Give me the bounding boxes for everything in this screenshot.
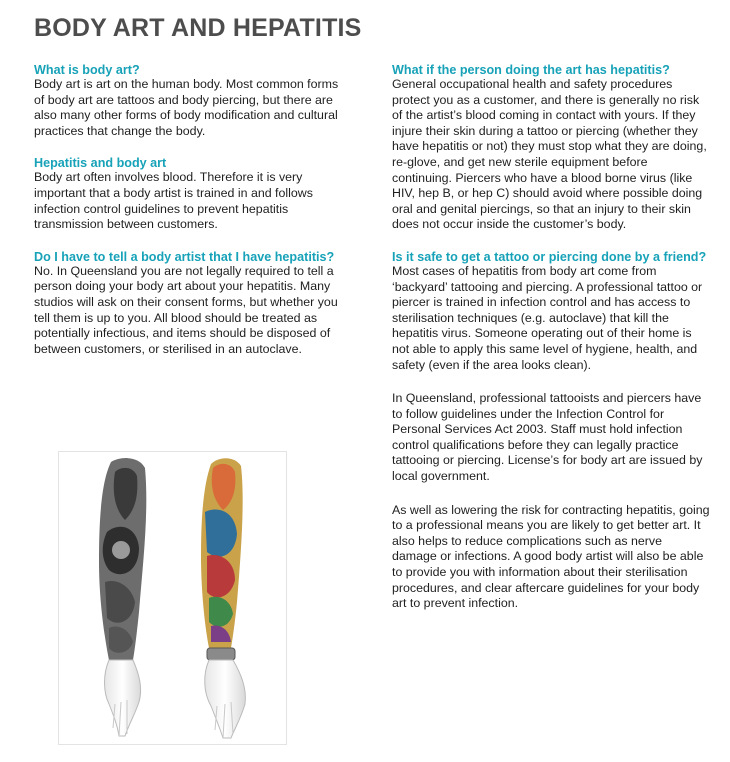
section-body: Body art often involves blood. Therefore it is very important that a body artist is trained in and follows infection control guidelines to prevent hepatitis transmission between customers. [34,170,313,232]
section-tattoo-by-friend [392,251,710,373]
section-heading: Do I have to tell a body artist that I have hepatitis? [34,249,335,264]
section-heading: Is it safe to get a tattoo or piercing done by a friend? [392,249,707,264]
page-title: BODY ART AND HEPATITIS [34,14,362,42]
section-body: As well as lowering the risk for contracting hepatitis, going to a professional means you are likely to get better art. It also helps to reduce complications such as nerve damage or infections. A good body artist will also be able to provide you with information about their sterilisation procedures, and clear aftercare guidelines for your body art to prevent infection. [392,502,710,611]
right-column [392,64,710,630]
section-heading: What is body art? [34,63,140,77]
tattooed-arms-illustration [58,451,287,745]
section-body: In Queensland, professional tattooists and piercers have to follow guidelines under the Infection Control for Personal Services Act 2003. Staff must hold infection control qualifications before they can legally practice tattooing or piercing. License’s for body art are issued by local government. [392,391,703,484]
section-artist-has-hepatitis [392,64,710,233]
section-body: No. In Queensland you are not legally required to tell a person doing your body art about your hepatitis. Many studios will ask on their consent forms, but whether you tell them is up to you. All blood should be treated as potentially infectious, and items should be disposed of between customers, or sterilised in an autoclave. [34,263,338,356]
section-professional-benefits [392,503,710,612]
section-hepatitis-and-body-art [34,157,344,232]
left-column [34,64,344,375]
section-heading: Hepatitis and body art [34,156,167,171]
tattooed-arms-icon [59,452,286,744]
section-queensland-guidelines [392,391,710,485]
section-heading: What if the person doing the art has hepatitis? [392,63,670,77]
section-body: Body art is art on the human body. Most common forms of body art are tattoos and body piercing, but there are also many other forms of body modification and cultural practices that change the body. [34,77,339,138]
section-body: General occupational health and safety procedures protect you as a customer, and there is generally no risk of the artist’s blood coming in contact with yours. If they injure their skin during a tattoo or piercing (whether they have hepatitis or not) they must stop what they are doing, re-glove, and get new sterile equipment before continuing. Piercers who have a blood borne virus (like HIV, hep B, or hep C) should avoid where possible doing oral and genital piercings, so that an injury to their skin does not occur inside the customer’s body. [392,77,707,232]
section-tell-body-artist [34,251,344,358]
section-what-is-body-art [34,64,344,139]
section-body: Most cases of hepatitis from body art come from ‘backyard’ tattooing and piercing. A professional tattoo or piercer is trained in infection control and has access to sterilisation techniques (e.g. autoclave) that kill the hepatitis virus. Someone operating out of their home is not able to apply this same level of hygiene, health, and safety (even if the area looks clean). [392,263,703,372]
